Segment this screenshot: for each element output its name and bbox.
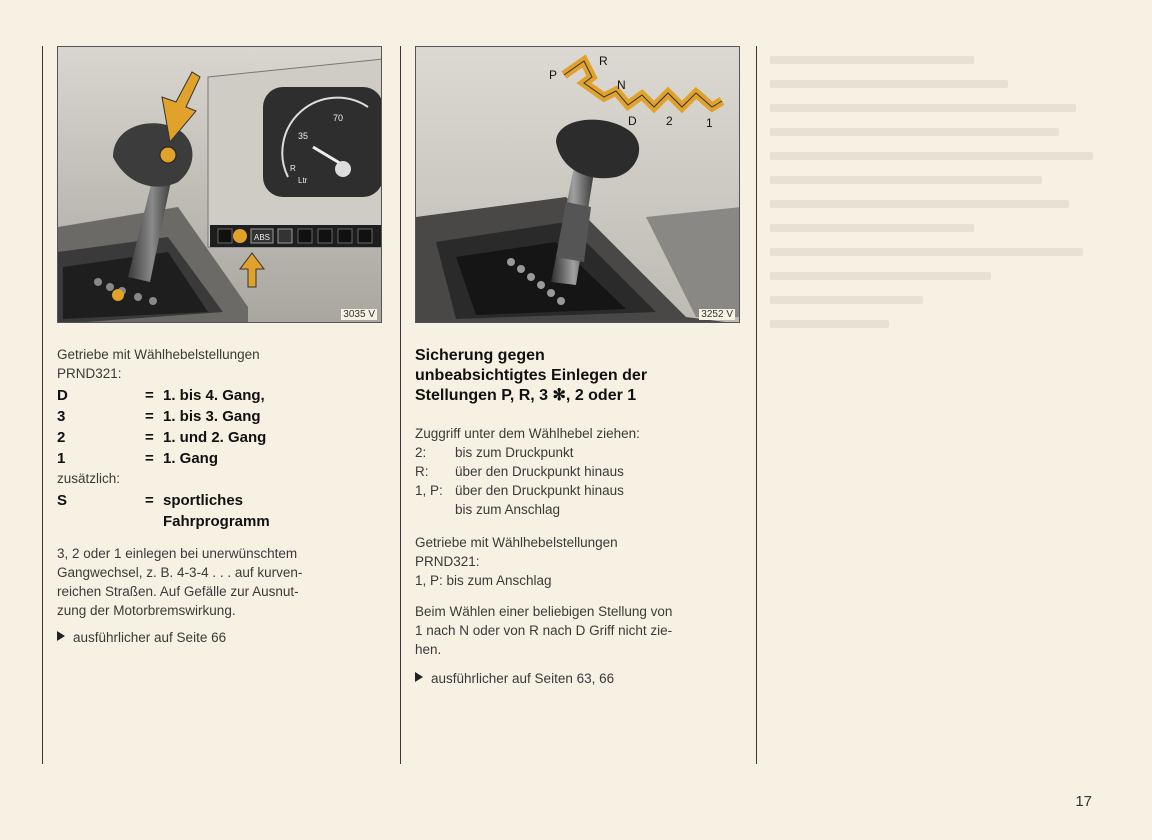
gate-label-2: 2 [666,114,673,128]
intro-line-1: Getriebe mit Wählhebelstellungen [57,347,260,362]
gate-label-d: D [628,114,637,128]
gear-key: D [57,387,68,404]
paragraph-line: 3, 2 oder 1 einlegen bei unerwünschtem [57,546,298,561]
gear-eq: = [145,408,154,425]
gate-label-r: R [599,54,608,68]
image-code: 3252 V [701,309,733,320]
pull-item [415,443,745,462]
section-heading-line-3: Stellungen P, R, 3 ✻, 2 oder 1 [415,387,637,404]
pull-item-text: bis zum Anschlag [455,502,561,517]
more-info-link[interactable] [415,669,745,688]
intro-line-2: PRND321: [57,366,122,381]
more-info-text: ausführlicher auf Seite 66 [73,630,227,645]
gate-label-1: 1 [706,116,713,130]
section-heading-line-2: unbeabsichtigtes Einlegen der [415,367,648,384]
gear-row-s [57,490,377,511]
section-heading-line-1: Sicherung gegen [415,347,545,364]
gauge-label-35: 35 [298,131,309,141]
gear-key: 2 [57,429,66,446]
pull-item-text: über den Druckpunkt hinaus [455,464,624,479]
more-info-link[interactable] [57,628,377,647]
pull-item-label: R: [415,464,429,479]
more-info-text: ausführlicher auf Seiten 63, 66 [431,671,615,686]
gear-value: 1. bis 4. Gang, [163,387,265,404]
arrow-right-icon [415,672,423,682]
paragraph-line: Gangwechsel, z. B. 4-3-4 . . . auf kurven- [57,565,303,580]
left-column-text [57,345,377,647]
gear-eq: = [145,450,154,467]
pull-item-text: über den Druckpunkt hinaus [455,483,624,498]
gear-eq: = [145,492,154,509]
gauge-label-ltr: Ltr [298,176,308,185]
note-line: Getriebe mit Wählhebelstellungen [415,535,618,550]
gear-row-3 [57,406,377,427]
gear-value: 1. Gang [163,450,219,467]
gear-row-s-cont [57,511,377,532]
usage-paragraph [57,544,377,620]
gear-value: sportliches [163,492,244,509]
gate-label-n: N [617,78,626,92]
select-paragraph [415,602,745,659]
column-divider-middle [400,46,401,764]
note-line: PRND321: [415,554,480,569]
gear-row-d [57,385,377,406]
pull-item-text: bis zum Druckpunkt [455,445,574,460]
gear-key: 3 [57,408,66,425]
gear-selector-gate-illustration [415,46,740,323]
pull-item-label: 1, P: [415,483,443,498]
bleed-through-text [770,40,1110,344]
note-line: 1, P: bis zum Anschlag [415,573,552,588]
paragraph-line: zung der Motorbremswirkung. [57,603,236,618]
gear-lever-dashboard-illustration [57,46,382,323]
abs-lamp-label: ABS [254,233,271,242]
gear-key: 1 [57,450,66,467]
column-divider-left [42,46,43,764]
gate-label-p: P [549,68,558,82]
gauge-label-70: 70 [333,113,344,123]
gear-row-1 [57,448,377,469]
gauge-label-r: R [290,164,296,173]
gear-value: 1. und 2. Gang [163,429,267,446]
gear-row-2 [57,427,377,448]
pull-intro: Zuggriff unter dem Wählhebel ziehen: [415,426,640,441]
gear-key: S [57,492,68,509]
note-block [415,533,745,590]
paragraph-line: 1 nach N oder von R nach D Griff nicht zie- [415,623,673,638]
pull-item-label: 2: [415,445,427,460]
arrow-right-icon [57,631,65,641]
gear-eq: = [145,387,154,404]
gear-value: 1. bis 3. Gang [163,408,261,425]
page-number: 17 [1075,793,1092,810]
column-divider-right [756,46,757,764]
image-code: 3035 V [343,309,375,320]
additional-label: zusätzlich: [57,471,121,486]
paragraph-line: reichen Straßen. Auf Gefälle zur Ausnut- [57,584,299,599]
paragraph-line: hen. [415,642,442,657]
paragraph-line: Beim Wählen einer beliebigen Stellung von [415,604,673,619]
gear-value: Fahrprogramm [163,513,270,530]
pull-item [415,500,745,519]
pull-item [415,481,745,500]
gear-eq: = [145,429,154,446]
middle-column-text [415,346,745,688]
pull-item [415,462,745,481]
